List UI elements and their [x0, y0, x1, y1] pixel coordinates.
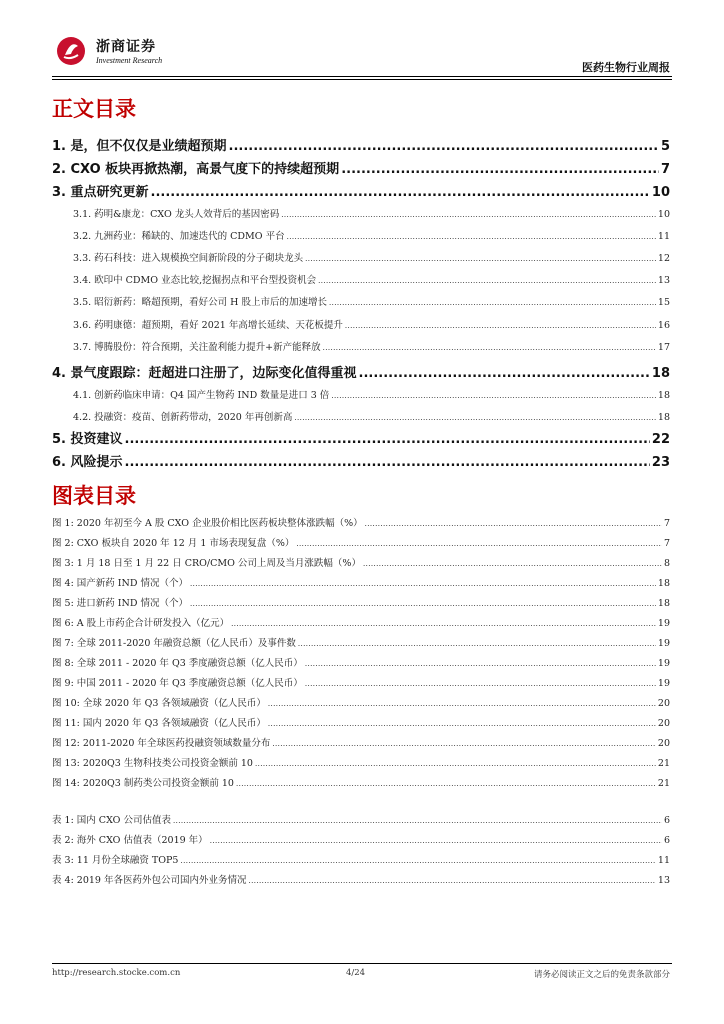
toc-entry[interactable]: 6. 风险提示 ..... 23	[0, 451, 724, 469]
toc-subentry[interactable]: 3.7. 博腾股份：符合预期，关注盈利能力提升+新产能释放 ..... 17	[0, 339, 724, 353]
figure-entry[interactable]: 图 11: 国内 2020 年 Q3 各领域融资（亿人民币） ..... 20	[0, 715, 724, 729]
footer-url[interactable]: http://research.stocke.com.cn	[52, 968, 181, 978]
table-entry[interactable]: 表 3: 11 月份全球融资 TOP5 ..... 11	[0, 852, 724, 866]
toc-subentry[interactable]: 4.1. 创新药临床申请：Q4 国产生物药 IND 数量是进口 3 倍 ..... 18	[0, 387, 724, 401]
table-entry[interactable]: 表 2: 海外 CXO 估值表（2019 年） ..... 6	[0, 832, 724, 846]
figure-entry[interactable]: 图 1: 2020 年初至今 A 股 CXO 企业股价相比医药板块整体涨跌幅（%） ..... 7	[0, 515, 724, 529]
report-type: 医药生物行业周报	[582, 61, 670, 74]
brand-name-en: Investment Research	[96, 56, 163, 65]
figure-entry[interactable]: 图 14: 2020Q3 制药类公司投资金额前 10 ..... 21	[0, 775, 724, 789]
toc-subentry[interactable]: 3.1. 药明&康龙：CXO 龙头人效背后的基因密码 ..... 10	[0, 206, 724, 220]
toc-subentry[interactable]: 4.2. 投融资：疫苗、创新药带动，2020 年再创新高 ..... 18	[0, 409, 724, 423]
toc-entry[interactable]: 2. CXO 板块再掀热潮，高景气度下的持续超预期 ..... 7	[0, 158, 724, 176]
footer-disclaimer: 请务必阅读正文之后的免责条款部分	[533, 970, 670, 980]
figure-index-title: 图表目录	[52, 484, 136, 508]
header-divider-thin	[52, 79, 672, 80]
header-divider	[52, 76, 672, 77]
figure-entry[interactable]: 图 9: 中国 2011 - 2020 年 Q3 季度融资总额（亿人民币） ..... 19	[0, 675, 724, 689]
figure-entry[interactable]: 图 4: 国产新药 IND 情况（个） ..... 18	[0, 575, 724, 589]
toc-entry[interactable]: 3. 重点研究更新 ..... 10	[0, 181, 724, 199]
table-entry[interactable]: 表 4: 2019 年各医药外包公司国内外业务情况 ..... 13	[0, 872, 724, 886]
figure-entry[interactable]: 图 7: 全球 2011-2020 年融资总额（亿人民币）及事件数 ..... 19	[0, 635, 724, 649]
footer-divider	[52, 963, 672, 964]
toc-subentry[interactable]: 3.4. 欧印中 CDMO 业态比较,挖掘拐点和平台型投资机会 ..... 13	[0, 272, 724, 286]
toc-title: 正文目录	[52, 97, 136, 121]
toc-entry[interactable]: 1. 是，但不仅仅是业绩超预期 ..... 5	[0, 135, 724, 153]
figure-entry[interactable]: 图 3: 1 月 18 日至 1 月 22 日 CRO/CMO 公司上周及当月涨跌幅（%） ..... 8	[0, 555, 724, 569]
toc-subentry[interactable]: 3.5. 昭衍新药：略超预期，看好公司 H 股上市后的加速增长 ..... 15	[0, 294, 724, 308]
figure-entry[interactable]: 图 10: 全球 2020 年 Q3 各领域融资（亿人民币） ..... 20	[0, 695, 724, 709]
figure-entry[interactable]: 图 12: 2011-2020 年全球医药投融资领域数量分布 ..... 20	[0, 735, 724, 749]
toc-entry[interactable]: 4. 景气度跟踪：赶超进口注册了，边际变化值得重视 ..... 18	[0, 362, 724, 380]
toc-entry[interactable]: 5. 投资建议 ..... 22	[0, 428, 724, 446]
toc-subentry[interactable]: 3.6. 药明康德：超预期，看好 2021 年高增长延续、天花板提升 ..... 16	[0, 317, 724, 331]
figure-entry[interactable]: 图 5: 进口新药 IND 情况（个） ..... 18	[0, 595, 724, 609]
toc-subentry[interactable]: 3.2. 九洲药业：稀缺的、加速迭代的 CDMO 平台 ..... 11	[0, 228, 724, 242]
figure-entry[interactable]: 图 6: A 股上市药企合计研发投入（亿元） ..... 19	[0, 615, 724, 629]
figure-entry[interactable]: 图 13: 2020Q3 生物科技类公司投资金额前 10 ..... 21	[0, 755, 724, 769]
figure-entry[interactable]: 图 8: 全球 2011 - 2020 年 Q3 季度融资总额（亿人民币） ..... 19	[0, 655, 724, 669]
company-logo-icon	[56, 36, 86, 66]
figure-entry[interactable]: 图 2: CXO 板块自 2020 年 12 月 1 市场表现复盘（%） ..... 7	[0, 535, 724, 549]
brand-name: 浙商证券	[96, 39, 156, 55]
table-entry[interactable]: 表 1: 国内 CXO 公司估值表 ..... 6	[0, 812, 724, 826]
page-number: 4/24	[346, 968, 366, 978]
toc-subentry[interactable]: 3.3. 药石科技：进入规模换空间新阶段的分子砌块龙头 ..... 12	[0, 250, 724, 264]
